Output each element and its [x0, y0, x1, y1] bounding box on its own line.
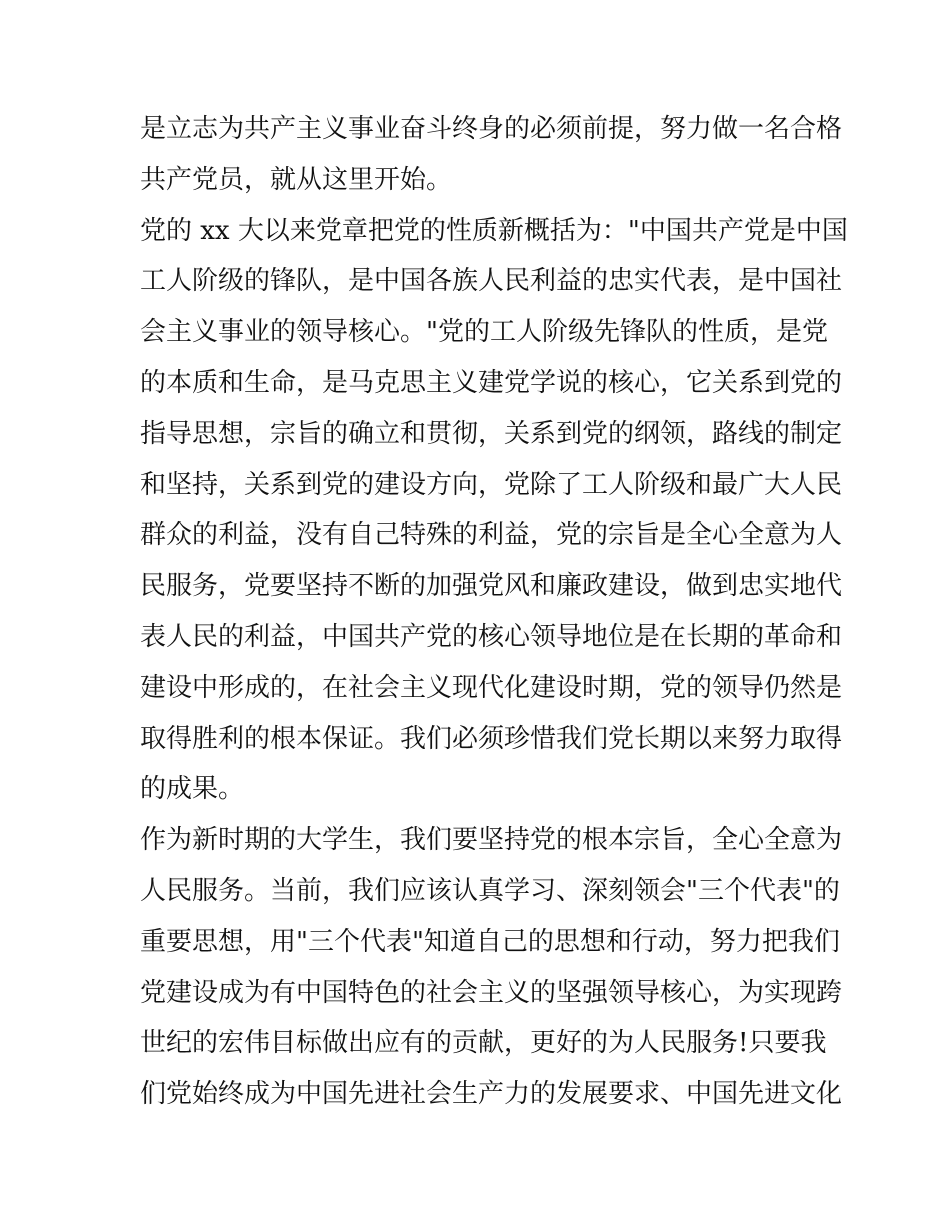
text-line: 建设中形成的，在社会主义现代化建设时期，党的领导仍然是	[140, 672, 843, 703]
text-line: 民服务，党要坚持不断的加强党风和廉政建设，做到忠实地代	[140, 571, 843, 602]
text-line: 们党始终成为中国先进社会生产力的发展要求、中国先进文化	[140, 1079, 843, 1110]
text-line: 党的 xx 大以来党章把党的性质新概括为："中国共产党是中国	[140, 215, 848, 246]
text-line: 和坚持，关系到党的建设方向，党除了工人阶级和最广大人民	[140, 469, 843, 500]
text-line: 党建设成为有中国特色的社会主义的坚强领导核心，为实现跨	[140, 977, 843, 1008]
text-line: 共产党员，就从这里开始。	[140, 164, 453, 195]
text-line: 人民服务。当前，我们应该认真学习、深刻领会"三个代表"的	[140, 875, 840, 906]
text-line: 是立志为共产主义事业奋斗终身的必须前提，努力做一名合格	[140, 114, 843, 144]
text-line: 工人阶级的锋队，是中国各族人民利益的忠实代表，是中国社	[140, 266, 843, 297]
text-line: 世纪的宏伟目标做出应有的贡献，更好的为人民服务!只要我	[140, 1028, 827, 1059]
document-body	[140, 104, 848, 1120]
text-line: 表人民的利益，中国共产党的核心领导地位是在长期的革命和	[140, 621, 843, 652]
text-line: 重要思想，用"三个代表"知道自己的思想和行动，努力把我们	[140, 926, 840, 957]
text-line: 的成果。	[140, 774, 245, 805]
text-line: 作为新时期的大学生，我们要坚持党的根本宗旨，全心全意为	[140, 825, 843, 856]
text-line: 会主义事业的领导核心。"党的工人阶级先锋队的性质，是党	[140, 317, 828, 348]
text-line: 群众的利益，没有自己特殊的利益，党的宗旨是全心全意为人	[140, 520, 843, 551]
text-line: 取得胜利的根本保证。我们必须珍惜我们党长期以来努力取得	[140, 723, 843, 754]
text-line: 的本质和生命，是马克思主义建党学说的核心，它关系到党的	[140, 367, 843, 398]
text-line: 指导思想，宗旨的确立和贯彻，关系到党的纲领，路线的制定	[140, 418, 843, 449]
